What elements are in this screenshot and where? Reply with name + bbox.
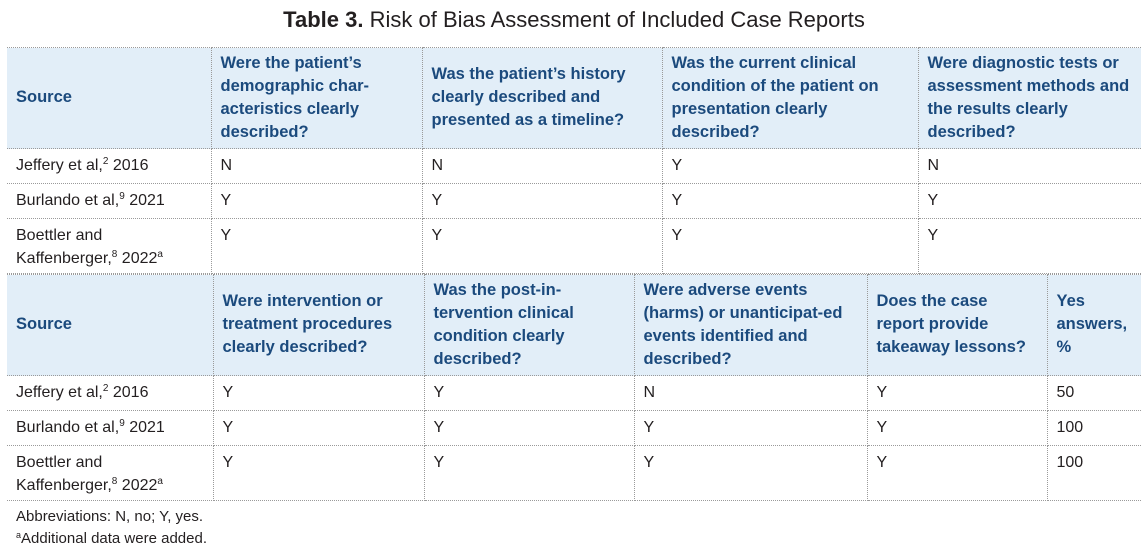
- answer-cell: N: [634, 376, 867, 411]
- additional-data-note: [16, 528, 207, 550]
- bias-table-part-1: [7, 47, 1141, 274]
- yes-percent-cell: 50: [1047, 376, 1141, 411]
- reference-marker: 9: [119, 418, 125, 429]
- source-cell: [7, 219, 211, 274]
- column-header-demographics: Were the patient’s demographic char-acteristics clearly described?: [211, 48, 422, 149]
- source-cell: [7, 411, 213, 446]
- answer-cell: Y: [211, 184, 422, 219]
- answer-cell: Y: [213, 411, 424, 446]
- answer-cell: Y: [634, 446, 867, 501]
- reference-marker: 2: [102, 156, 109, 167]
- source-name: Burlando et al,: [16, 419, 120, 436]
- answer-cell: Y: [211, 219, 422, 274]
- answer-cell: Y: [867, 376, 1047, 411]
- source-name: Jeffery et al,: [16, 157, 103, 174]
- answer-cell: N: [422, 149, 662, 184]
- bias-table-part-2: [7, 274, 1141, 501]
- column-header-yes-answers: Yes answers, %: [1047, 275, 1141, 376]
- reference-marker: 2: [102, 383, 109, 394]
- answer-cell: Y: [422, 184, 662, 219]
- source-year: 2016: [112, 157, 149, 174]
- column-header-diagnostic-tests: Were diagnostic tests or assessment methods and the results clearly described?: [918, 48, 1141, 149]
- source-name: Burlando et al,: [16, 192, 120, 209]
- column-header-intervention: Were intervention or treatment procedures clearly described?: [213, 275, 424, 376]
- answer-cell: Y: [424, 446, 634, 501]
- table-row: [7, 149, 1141, 184]
- source-cell: [7, 149, 211, 184]
- source-year: 2022: [121, 250, 158, 267]
- answer-cell: Y: [918, 219, 1141, 274]
- answer-cell: Y: [424, 411, 634, 446]
- table-row: [7, 184, 1141, 219]
- table-title-text: Risk of Bias Assessment of Included Case Reports: [369, 7, 865, 32]
- source-year: 2022: [121, 477, 158, 494]
- answer-cell: Y: [634, 411, 867, 446]
- table-footnotes: [16, 506, 207, 550]
- answer-cell: Y: [662, 219, 918, 274]
- answer-cell: Y: [867, 411, 1047, 446]
- footnote-marker: a: [16, 530, 22, 540]
- answer-cell: Y: [662, 149, 918, 184]
- answer-cell: Y: [422, 219, 662, 274]
- answer-cell: Y: [867, 446, 1047, 501]
- source-name: Kaffenberger,: [16, 250, 112, 267]
- answer-cell: Y: [213, 446, 424, 501]
- source-cell: [7, 376, 213, 411]
- source-cell: [7, 446, 213, 501]
- answer-cell: Y: [424, 376, 634, 411]
- table-title: [0, 6, 1148, 34]
- column-header-source: Source: [7, 275, 213, 376]
- table-row: [7, 411, 1141, 446]
- column-header-post-intervention: Was the post-in-tervention clinical condition clearly described?: [424, 275, 634, 376]
- table-title-label: Table 3.: [283, 7, 364, 32]
- column-header-history: Was the patient’s history clearly described and presented as a timeline?: [422, 48, 662, 149]
- header-row: [7, 275, 1141, 376]
- column-header-source: Source: [7, 48, 211, 149]
- source-year: 2021: [129, 419, 165, 436]
- answer-cell: N: [211, 149, 422, 184]
- footnote-text: Additional data were added.: [21, 530, 207, 547]
- source-year: 2021: [129, 192, 165, 209]
- answer-cell: Y: [918, 184, 1141, 219]
- abbreviations-note: Abbreviations: N, no; Y, yes.: [16, 508, 204, 525]
- table-row: [7, 446, 1141, 501]
- table-row: [7, 219, 1141, 274]
- footnote-marker: a: [157, 476, 163, 487]
- column-header-clinical-condition: Was the current clinical condition of the patient on presentation clearly described?: [662, 48, 918, 149]
- source-year: 2016: [112, 384, 149, 401]
- yes-percent-cell: 100: [1047, 446, 1141, 501]
- answer-cell: N: [918, 149, 1141, 184]
- column-header-takeaway-lessons: Does the case report provide takeaway lessons?: [867, 275, 1047, 376]
- source-cell: [7, 184, 211, 219]
- table-row: [7, 376, 1141, 411]
- reference-marker: 8: [111, 249, 118, 260]
- source-name: Kaffenberger,: [16, 477, 112, 494]
- reference-marker: 9: [119, 191, 125, 202]
- footnote-marker: a: [157, 249, 163, 260]
- answer-cell: Y: [213, 376, 424, 411]
- column-header-adverse-events: Were adverse events (harms) or unanticipat-ed events identified and described?: [634, 275, 867, 376]
- reference-marker: 8: [111, 476, 118, 487]
- source-name-line1: Boettler and: [16, 454, 103, 471]
- answer-cell: Y: [662, 184, 918, 219]
- source-name-line1: Boettler and: [16, 227, 103, 244]
- header-row: [7, 48, 1141, 149]
- yes-percent-cell: 100: [1047, 411, 1141, 446]
- source-name: Jeffery et al,: [16, 384, 103, 401]
